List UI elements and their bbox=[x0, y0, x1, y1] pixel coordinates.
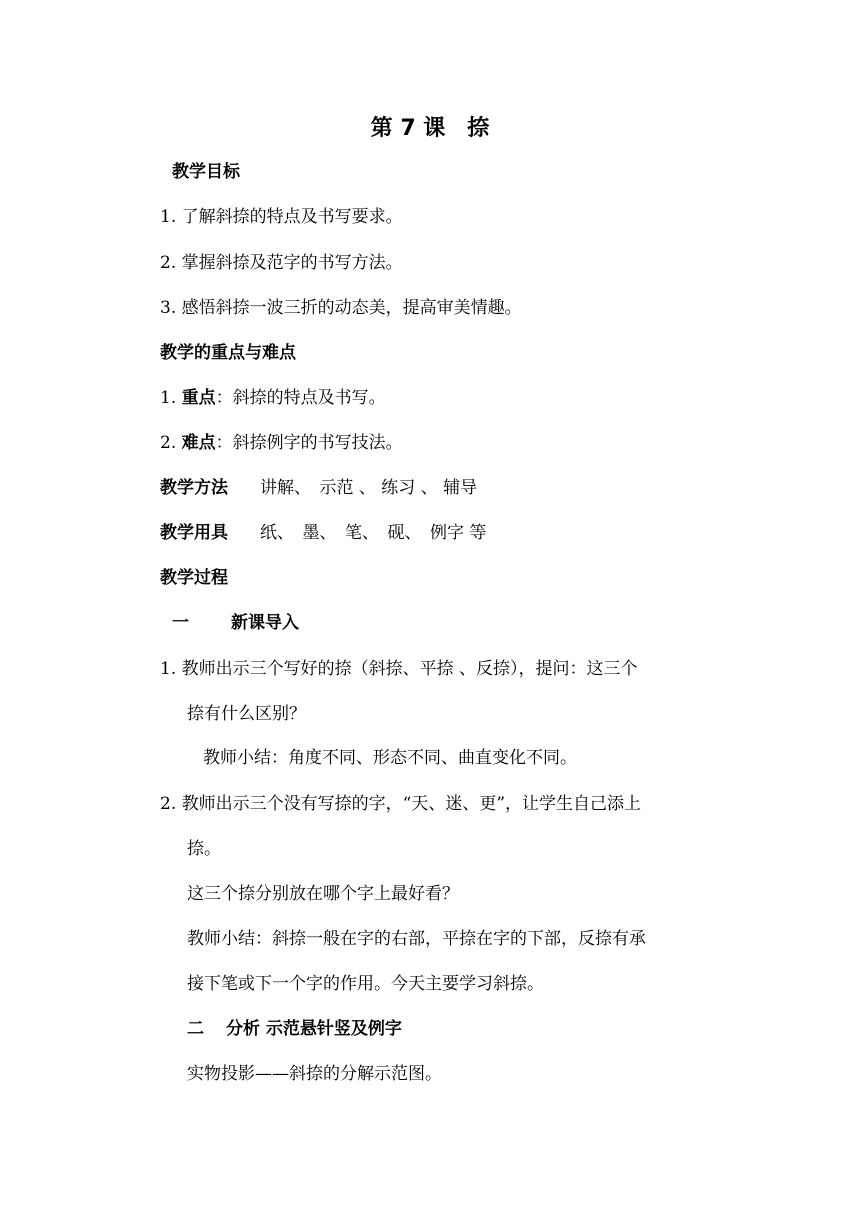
objectives-heading: 教学目标 bbox=[172, 162, 240, 182]
objective-item-2: 2. 掌握斜捺及范字的书写方法。 bbox=[160, 253, 403, 273]
methods-value: 讲解、 示范 、 练习 、 辅导 bbox=[260, 478, 478, 498]
objective-item-1: 1. 了解斜捺的特点及书写要求。 bbox=[160, 207, 403, 227]
key-point-item-2 bbox=[160, 431, 403, 455]
key-point-text-1: ：斜捺的特点及书写。 bbox=[215, 388, 386, 408]
key-points-heading: 教学的重点与难点 bbox=[160, 343, 296, 363]
process-item-2-line-2: 捺。 bbox=[187, 839, 221, 859]
methods-label: 教学方法 bbox=[160, 478, 228, 498]
objective-item-3: 3. 感悟斜捺一波三折的动态美，提高审美情趣。 bbox=[160, 298, 522, 318]
key-point-text-2: ：斜捺例字的书写技法。 bbox=[215, 433, 403, 453]
key-point-num-2: 2. bbox=[160, 433, 182, 453]
section-1-heading bbox=[172, 611, 299, 635]
process-item-1-line-2: 捺有什么区别？ bbox=[187, 704, 306, 724]
key-point-label-2: 难点 bbox=[181, 433, 216, 453]
section-2-title: 分析 示范悬针竖及例字 bbox=[226, 1019, 402, 1039]
methods-row bbox=[160, 476, 477, 500]
process-item-1-line-1: 1. 教师出示三个写好的捺（斜捺、平捺 、反捺），提问：这三个 bbox=[160, 659, 638, 679]
tools-label: 教学用具 bbox=[160, 523, 228, 543]
process-heading: 教学过程 bbox=[160, 568, 228, 588]
section-1-title: 新课导入 bbox=[231, 613, 299, 633]
lesson-title: 第 7 课 捺 bbox=[370, 116, 490, 141]
summary-1: 教师小结：角度不同、形态不同、曲直变化不同。 bbox=[203, 748, 577, 768]
projection-note: 实物投影——斜捺的分解示范图。 bbox=[187, 1064, 442, 1084]
section-1-num: 一 bbox=[172, 613, 189, 633]
section-2-num: 二 bbox=[187, 1019, 204, 1039]
key-point-item-1 bbox=[160, 386, 386, 410]
summary-2-line-1: 教师小结：斜捺一般在字的右部，平捺在字的下部，反捺有承 bbox=[187, 929, 646, 949]
question: 这三个捺分别放在哪个字上最好看？ bbox=[187, 884, 459, 904]
section-2-heading bbox=[187, 1017, 402, 1041]
summary-2-line-2: 接下笔或下一个字的作用。今天主要学习斜捺。 bbox=[187, 974, 544, 994]
process-item-2-line-1: 2. 教师出示三个没有写捺的字，“天、迷、更”，让学生自己添上 bbox=[160, 794, 642, 814]
key-point-num-1: 1. bbox=[160, 388, 182, 408]
tools-row bbox=[160, 521, 486, 545]
tools-value: 纸、 墨、 笔、 砚、 例字 等 bbox=[260, 523, 487, 543]
key-point-label-1: 重点 bbox=[181, 388, 216, 408]
